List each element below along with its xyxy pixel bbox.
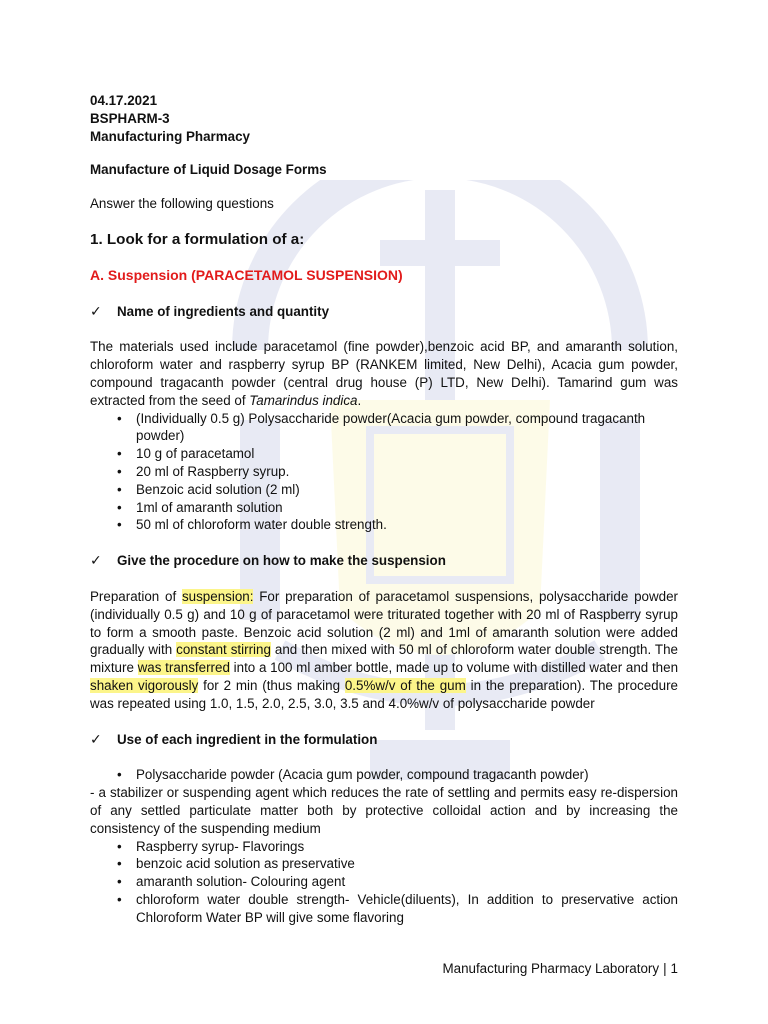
checkmark-icon: ✓ [90, 302, 102, 319]
procedure-text: in the preparation). The procedure was repeated using 1.0, 1.5, 2.0, 2.5, 3.0, 3.5 and 4.0%w/v of polysaccharide powder [90, 677, 678, 711]
list-item: • (Individually 0.5 g) Polysaccharide powder(Acacia gum powder, compound tragacanth powder) [136, 410, 678, 446]
list-item: • chloroform water double strength- Vehicle(diluents), In addition to preservative action Chloroform Water BP will give some flavoring [136, 891, 678, 927]
uses-heading: Use of each ingredient in the formulation [117, 731, 378, 747]
ingredients-list [90, 410, 678, 535]
procedure-paragraph [90, 588, 678, 713]
procedure-text: into a 100 ml amber bottle, made up to volume with distilled water and then [229, 660, 679, 676]
instructions: Answer the following questions [90, 196, 274, 212]
document-title: Manufacture of Liquid Dosage Forms [90, 162, 327, 178]
highlighted-text: constant stirring [176, 642, 271, 658]
list-item: • 10 g of paracetamol [136, 445, 678, 463]
list-item: • Raspberry syrup- Flavorings [136, 838, 678, 856]
document-page [90, 92, 678, 926]
list-item: • 1ml of amaranth solution [136, 499, 678, 517]
section-a-heading: A. Suspension (PARACETAMOL SUSPENSION) [90, 266, 403, 283]
list-item: • 20 ml of Raspberry syrup. [136, 463, 678, 481]
procedure-text: and then mixed with 50 ml of chloroform water double strength. The mixture [90, 642, 678, 676]
uses-heading-row [90, 731, 678, 749]
list-item: • 50 ml of chloroform water double strength. [136, 516, 678, 534]
suspending-agent-description: - a stabilizer or suspending agent which reduces the rate of settling and permits easy re-dispersion of any settled particulate matter both by protective colloidal action and by increasing the consistency of the suspending medium [90, 785, 678, 836]
course: BSPHARM-3 [90, 110, 170, 126]
page-footer [442, 961, 678, 976]
species-name: Tamarindus indica [249, 392, 358, 408]
page-number: 1 [670, 961, 678, 976]
uses-list-first [90, 766, 678, 784]
procedure-heading-row [90, 552, 678, 570]
materials-text: The materials used include paracetamol (fine powder),benzoic acid BP, and amaranth solution, chloroform water and raspberry syrup BP (RANKEM limited, New Delhi), Acacia gum powder, compound tragacanth powder (central drug house (P) LTD, New Delhi). Tamarind gum was extracted from the seed of [90, 339, 678, 408]
list-item: • Benzoic acid solution (2 ml) [136, 481, 678, 499]
checkmark-icon: ✓ [90, 552, 102, 569]
list-item: • Polysaccharide powder (Acacia gum powder, compound tragacanth powder) [136, 766, 678, 784]
date: 04.17.2021 [90, 93, 158, 108]
list-item: • benzoic acid solution as preservative [136, 855, 678, 873]
procedure-heading: Give the procedure on how to make the suspension [117, 553, 446, 569]
footer-separator: | [663, 961, 667, 976]
checkmark-icon: ✓ [90, 730, 102, 747]
highlighted-text: was transferred [137, 660, 230, 676]
ingredients-heading: Name of ingredients and quantity [117, 303, 330, 319]
highlighted-text: suspension: [181, 588, 254, 604]
ingredients-heading-row [90, 303, 678, 321]
materials-end: . [357, 392, 362, 408]
highlighted-text: shaken vigorously [90, 677, 199, 693]
highlighted-text: 0.5%w/v of the gum [344, 677, 466, 693]
materials-paragraph [90, 338, 678, 409]
question-1: 1. Look for a formulation of a: [90, 230, 305, 248]
uses-list [90, 838, 678, 927]
subject: Manufacturing Pharmacy [90, 128, 250, 144]
footer-label: Manufacturing Pharmacy Laboratory [442, 961, 660, 976]
procedure-text: Preparation of [90, 588, 182, 604]
procedure-text: for 2 min (thus making [198, 677, 345, 693]
procedure-text: For preparation of paracetamol suspensions, polysaccharide powder (individually 0.5 g) and 10 g of paracetamol were triturated together with 20 ml of Raspberry syrup to form a smooth paste. Benzoic acid solution (2 ml) and 1ml of amaranth solution were added gradually with [90, 588, 678, 658]
list-item: • amaranth solution- Colouring agent [136, 873, 678, 891]
